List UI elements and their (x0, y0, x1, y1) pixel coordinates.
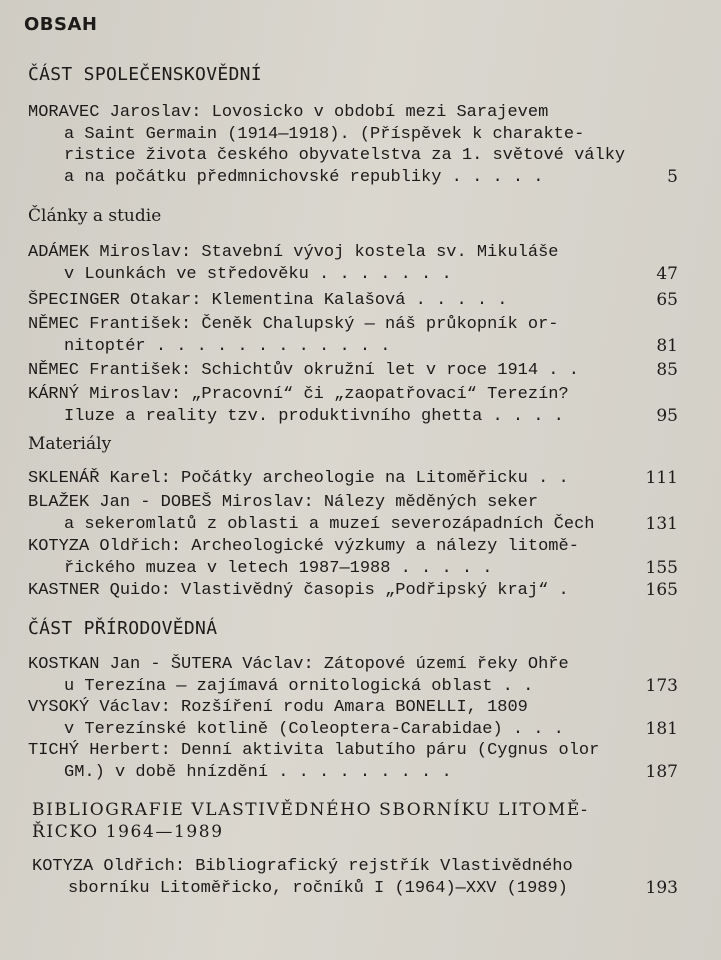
entry-line (32, 878, 700, 900)
entry-line-text: GM.) v době hnízdění . . . . . . . . . (64, 762, 452, 782)
page-number: 165 (645, 580, 678, 600)
page-number: 65 (656, 290, 678, 310)
toc-entry-adamek (28, 242, 696, 285)
page-number: 155 (645, 557, 678, 578)
entry-line-text: ŠPECINGER Otakar: Klementina Kalašová . . . . . (28, 291, 508, 310)
page-number: 111 (645, 468, 678, 488)
entry-line (28, 290, 696, 312)
page-number: 187 (645, 761, 678, 782)
entry-line-text: Iluze a reality tzv. produktivního ghetta . . . . (64, 406, 564, 426)
page-number: 95 (656, 405, 678, 426)
entry-line (28, 580, 696, 602)
page-number: 85 (656, 360, 678, 380)
entry-line-text: SKLENÁŘ Karel: Počátky archeologie na Litoměřicku . . (28, 469, 569, 488)
entry-line (28, 762, 696, 784)
toc-entry-specinger (28, 290, 696, 312)
toc-entry-kastner (28, 580, 696, 602)
entry-line-text: NĚMEC František: Schichtův okružní let v roce 1914 . . (28, 361, 579, 380)
toc-entry-kotyza-1 (28, 536, 696, 579)
section-title-natural: ČÁST PŘÍRODOVĚDNÁ (28, 618, 218, 639)
entry-line-text: KASTNER Quido: Vlastivědný časopis „Podřipský kraj“ . (28, 581, 569, 600)
entry-line: KOTYZA Oldřich: Archeologické výzkumy a nálezy litomě- (28, 537, 579, 556)
entry-line (28, 360, 696, 382)
entry-line: BLAŽEK Jan - DOBEŠ Miroslav: Nálezy měděných seker (28, 493, 539, 512)
entry-line: MORAVEC Jaroslav: Lovosicko v období mezi Sarajevem (28, 103, 549, 122)
entry-line (28, 719, 696, 741)
toc-entry-vysoky (28, 697, 696, 740)
section-title-social: ČÁST SPOLEČENSKOVĚDNÍ (28, 64, 262, 85)
entry-line (28, 264, 696, 286)
toc-entry-sklenar (28, 468, 696, 490)
entry-line (28, 558, 696, 580)
entry-line-text: nitoptér . . . . . . . . . . . . (64, 336, 391, 356)
entry-line (28, 406, 696, 428)
page-number: 173 (645, 675, 678, 696)
entry-line: a Saint Germain (1914—1918). (Příspěvek k charakte- (64, 124, 585, 144)
entry-line-text: a na počátku předmnichovské republiky . . . . . (64, 167, 544, 187)
section-title-bibliography: BIBLIOGRAFIE VLASTIVĚDNÉHO SBORNÍKU LITOMĚ- (32, 800, 589, 820)
toc-entry-kotyza-2 (32, 856, 700, 899)
entry-line (28, 167, 696, 189)
entry-line: NĚMEC František: Čeněk Chalupský — náš průkopník or- (28, 315, 559, 334)
entry-line: TICHÝ Herbert: Denní aktivita labutího páru (Cygnus olor (28, 741, 600, 760)
toc-entry-nemec-2 (28, 360, 696, 382)
page-number: 81 (656, 335, 678, 356)
entry-line-text: u Terezína — zajímavá ornitologická oblast . . (64, 676, 534, 696)
entry-line: ristice života českého obyvatelstva za 1. světové války (64, 146, 626, 165)
entry-line-text: v Lounkách ve středověku . . . . . . . (64, 264, 452, 284)
entry-line (28, 514, 696, 536)
entry-line: KOTYZA Oldřich: Bibliografický rejstřík Vlastivědného (32, 857, 573, 876)
page-number: 181 (645, 718, 678, 739)
entry-line-text: sborníku Litoměřicko, ročníků I (1964)—XXV (1989) (68, 878, 568, 898)
entry-line-text: a sekeromlatů z oblasti a muzeí severozápadních Čech (64, 514, 595, 534)
section-title-bibliography-2: ŘICKO 1964—1989 (32, 822, 224, 842)
toc-entry-kostkan (28, 654, 696, 697)
entry-line: KÁRNÝ Miroslav: „Pracovní“ či „zaopatřovací“ Terezín? (28, 385, 569, 404)
entry-line: ADÁMEK Miroslav: Stavební vývoj kostela sv. Mikuláše (28, 243, 559, 262)
subsection-articles: Články a studie (28, 206, 162, 226)
toc-heading: OBSAH (24, 14, 98, 35)
page-number: 193 (645, 877, 678, 898)
page-number: 131 (645, 513, 678, 534)
entry-line-text: v Terezínské kotlině (Coleoptera-Carabidae) . . . (64, 719, 564, 739)
toc-entry-moravec (28, 102, 696, 188)
entry-line-text: řického muzea v letech 1987—1988 . . . . . (64, 558, 493, 578)
toc-entry-tichy (28, 740, 696, 783)
toc-entry-karny (28, 384, 696, 427)
entry-line: KOSTKAN Jan - ŠUTERA Václav: Zátopové území řeky Ohře (28, 655, 569, 674)
page-number: 5 (667, 166, 678, 187)
subsection-materials: Materiály (28, 434, 112, 454)
page-number: 47 (656, 263, 678, 284)
entry-line (28, 468, 696, 490)
entry-line (28, 676, 696, 698)
entry-line: VYSOKÝ Václav: Rozšíření rodu Amara BONELLI, 1809 (28, 698, 528, 717)
entry-line (28, 336, 696, 358)
toc-entry-blazek (28, 492, 696, 535)
toc-entry-nemec-1 (28, 314, 696, 357)
